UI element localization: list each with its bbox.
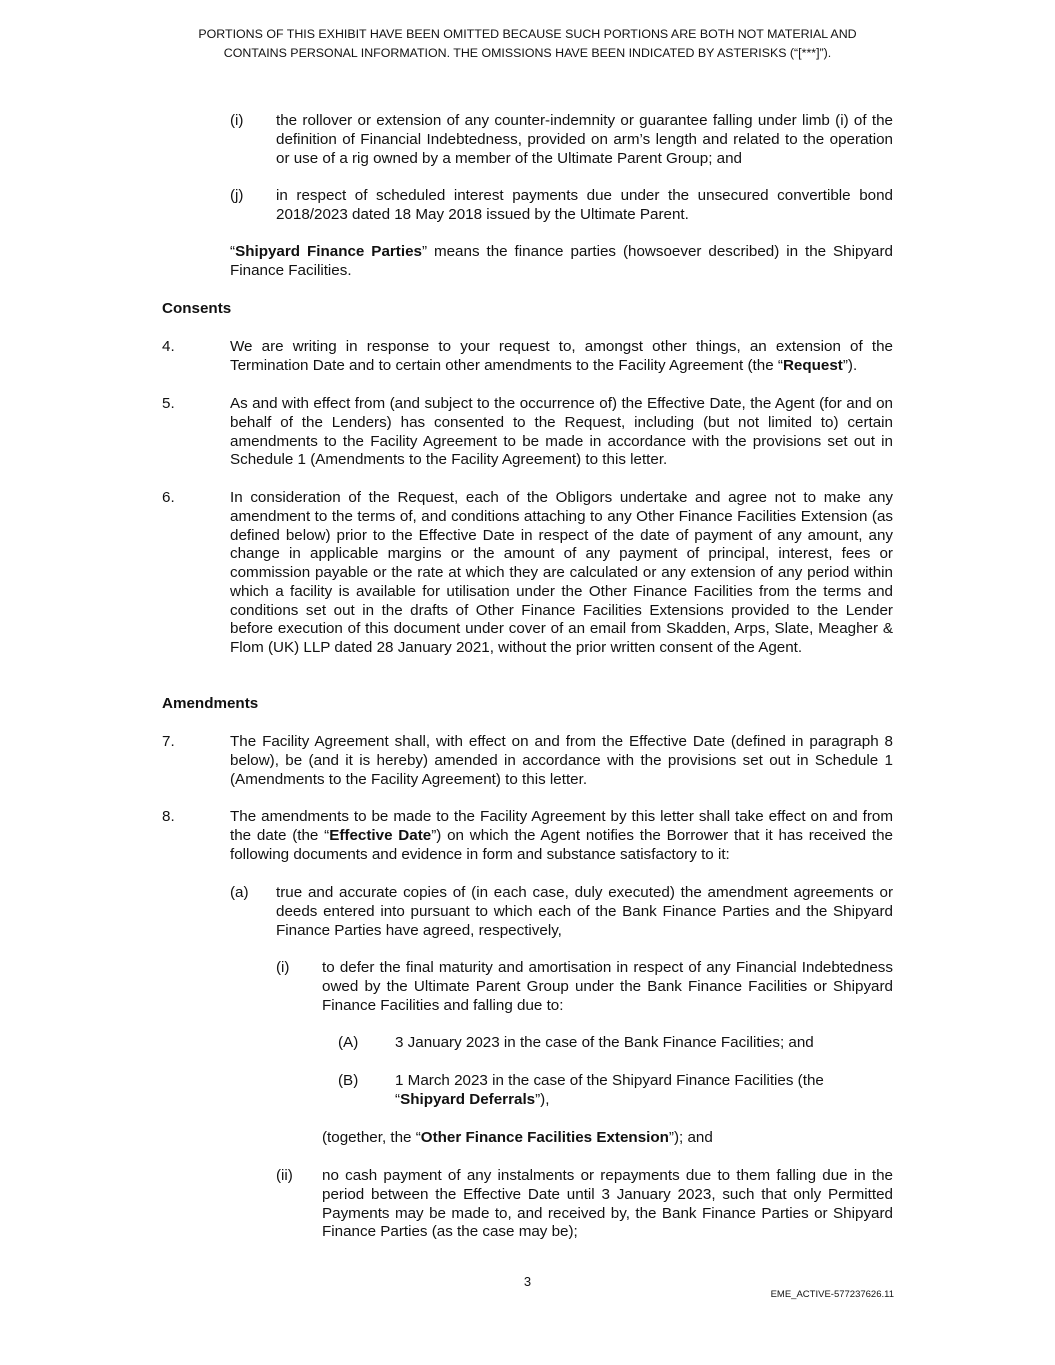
confidentiality-header: [150, 25, 905, 62]
heading-amendments: Amendments: [162, 695, 259, 712]
para-7-number: 7.: [162, 733, 175, 750]
para-6-number: 6.: [162, 489, 175, 506]
sub-a-ii-label: (ii): [276, 1167, 293, 1184]
item-j-label: (j): [230, 187, 244, 204]
sub-a-label: (a): [230, 884, 249, 901]
sub-a-ii-text: no cash payment of any instalments or repayments due to them falling due in the period between the Effective Date until 3 January 2023, such that only Permitted Payments may be made to, and received by, the Bank Finance Parties or Shipyard Finance Parties (as the case may be);: [322, 1167, 893, 1241]
sub-a-i-label: (i): [276, 959, 290, 976]
para-7-text: The Facility Agreement shall, with effect on and from the Effective Date (defined in paragraph 8 below), be (and it is hereby) amended in accordance with the provisions set out in Schedule 1 (Amendments to the Facility Agreement) to this letter.: [230, 733, 893, 788]
header-line-1: PORTIONS OF THIS EXHIBIT HAVE BEEN OMITTED BECAUSE SUCH PORTIONS ARE BOTH NOT MATERIAL AND: [198, 27, 857, 41]
together-clause: (together, the “Other Finance Facilities Extension”); and: [322, 1129, 713, 1146]
sub-a-i-text: to defer the final maturity and amortisation in respect of any Financial Indebtedness owed by the Ultimate Parent Group under the Bank Finance Facilities or Shipyard Finance Facilities and falling due to:: [322, 959, 893, 1014]
header-line-2: CONTAINS PERSONAL INFORMATION. THE OMISSIONS HAVE BEEN INDICATED BY ASTERISKS (“[***]”).: [223, 45, 832, 60]
document-reference: EME_ACTIVE-577237626.11: [770, 1289, 894, 1300]
para-4-text: We are writing in response to your request to, amongst other things, an extension of the Termination Date and to certain other amendments to the Facility Agreement (the “Request”).: [230, 338, 893, 374]
para-8-text: The amendments to be made to the Facility Agreement by this letter shall take effect on and from the date (the “Effective Date”) on which the Agent notifies the Borrower that it has received the following documents and evidence in form and substance satisfactory to it:: [230, 808, 893, 863]
sub-A-text: 3 January 2023 in the case of the Bank Finance Facilities; and: [395, 1034, 814, 1051]
defined-term-shipyard-deferrals: Shipyard Deferrals: [400, 1090, 536, 1108]
para-4-number: 4.: [162, 338, 175, 355]
defined-term: Shipyard Finance Parties: [235, 243, 422, 260]
para-6-text: In consideration of the Request, each of the Obligors undertake and agree not to make any amendment to the terms of, and conditions attaching to any Other Finance Facilities Extension (as defined below) prior to the Effective Date in respect of the date of payment of any amount, any change in applicable margins or the amount of any payment of principal, interest, fees or commission payable or the rate at which they are calculated or any extension of any period within which a facility is available for utilisation under the Other Finance Facilities from the terms and conditions set out in the drafts of Other Finance Facilities Extensions provided to the Lender before execution of this document under cover of an email from Skadden, Arps, Slate, Meagher & Flom (UK) LLP dated 28 January 2021, without the prior written consent of the Agent.: [230, 489, 893, 656]
page-number: 3: [523, 1274, 532, 1289]
para-5-number: 5.: [162, 395, 175, 412]
para-8-number: 8.: [162, 808, 175, 825]
para-5-text: As and with effect from (and subject to the occurrence of) the Effective Date, the Agent (for and on behalf of the Lenders) has consented to the Request, including (but not limited to) certain amendments to the Facility Agreement to be made in accordance with the provisions set out in Schedule 1 (Amendments to the Facility Agreement) to this letter.: [230, 395, 893, 469]
heading-consents: Consents: [162, 300, 232, 317]
item-j-text: in respect of scheduled interest payments due under the unsecured convertible bond 2018/2023 dated 18 May 2018 issued by the Ultimate Parent.: [276, 187, 893, 223]
sub-B-label: (B): [338, 1072, 359, 1089]
item-i-label: (i): [230, 112, 244, 129]
item-i-text: the rollover or extension of any counter-indemnity or guarantee falling under limb (i) of the definition of Financial Indebtedness, provided on arm’s length and related to the operation or use of a rig owned by a member of the Ultimate Parent Group; and: [276, 112, 893, 167]
sub-a-text: true and accurate copies of (in each case, duly executed) the amendment agreements or deeds entered into pursuant to which each of the Bank Finance Parties and the Shipyard Finance Parties have agreed, respectively,: [276, 884, 893, 939]
sub-B-text: 1 March 2023 in the case of the Shipyard Finance Facilities (the “Shipyard Deferrals”),: [395, 1072, 824, 1108]
definition-shipyard-finance-parties: “Shipyard Finance Parties” means the finance parties (howsoever described) in the Shipyard Finance Facilities.: [230, 243, 893, 279]
sub-A-label: (A): [338, 1034, 359, 1051]
